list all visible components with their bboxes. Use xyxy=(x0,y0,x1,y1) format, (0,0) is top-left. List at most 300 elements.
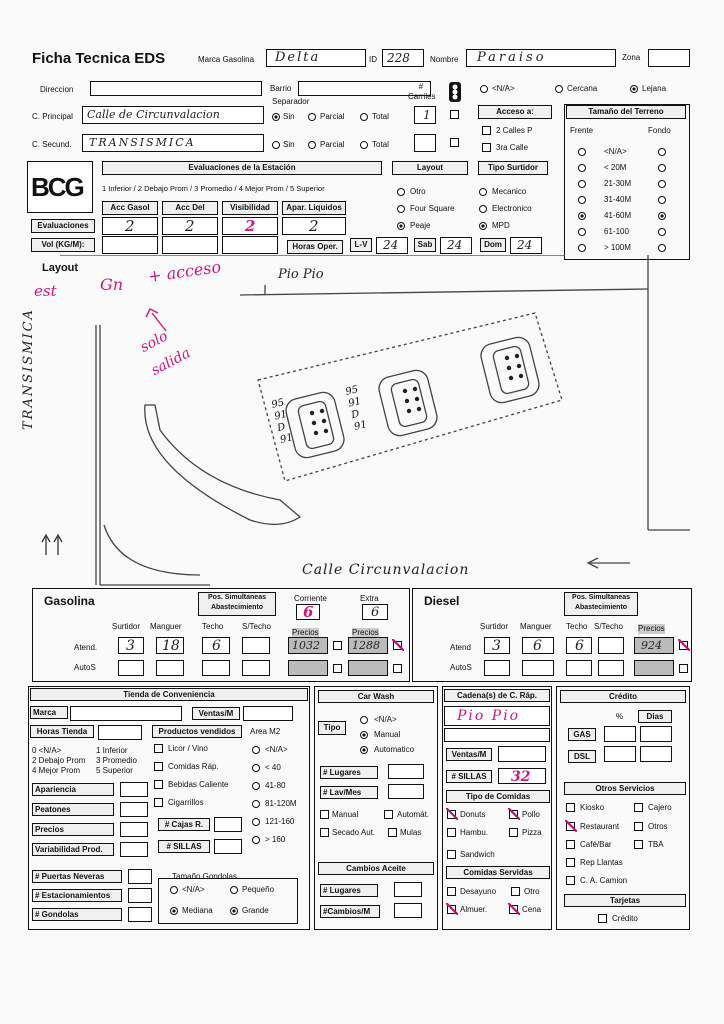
dsl-autos-surtidor[interactable] xyxy=(484,660,510,676)
secund-total-label: Total xyxy=(372,140,389,149)
gas-precio-extra-value: 1288 xyxy=(352,639,380,652)
zona-field[interactable] xyxy=(648,49,690,67)
distancia-na-label: <N/A> xyxy=(492,84,515,93)
desayuno-check[interactable] xyxy=(447,887,456,896)
separador-label: Separador xyxy=(272,97,310,106)
gondola-mediana-radio[interactable] xyxy=(170,907,178,915)
principal-parcial-label: Parcial xyxy=(320,112,345,121)
terreno-size-label: <N/A> xyxy=(604,147,627,156)
surtidor-mecanico-radio[interactable] xyxy=(479,188,487,196)
area-label: 41-80 xyxy=(265,781,286,790)
cadena-field[interactable] xyxy=(444,706,550,726)
cajas-field[interactable] xyxy=(214,817,242,832)
carwash-mulas-check[interactable] xyxy=(388,828,397,837)
area-radio[interactable] xyxy=(252,746,260,754)
eval-acc-del-field[interactable] xyxy=(162,217,218,235)
eval-col-1: Acc Del xyxy=(162,201,218,215)
producto-check[interactable] xyxy=(154,762,163,771)
otro-comida-check[interactable] xyxy=(511,887,520,896)
carwash-automat-check[interactable] xyxy=(384,810,393,819)
producto-check[interactable] xyxy=(154,798,163,807)
secund-value: TRANSISMICA xyxy=(89,136,196,149)
cercana-radio[interactable] xyxy=(555,85,563,93)
tienda-horas-field[interactable] xyxy=(98,725,142,740)
terreno-frente-radio[interactable] xyxy=(578,196,586,204)
principal-total-label: Total xyxy=(372,112,389,121)
eval-col-0: Acc Gasol xyxy=(102,201,158,215)
tienda-eval-field[interactable] xyxy=(120,842,148,857)
gas-col-manguer: Manguer xyxy=(150,622,182,631)
dsl-autos-manguer[interactable] xyxy=(522,660,554,676)
area-radio[interactable] xyxy=(252,836,260,844)
gondola-panel xyxy=(158,878,298,924)
acceso-3ra-label: 3ra Calle xyxy=(496,143,529,152)
extra-field[interactable] xyxy=(362,604,388,620)
donuts-check[interactable] xyxy=(447,810,456,819)
extra-value: 6 xyxy=(371,605,380,620)
eval-visibilidad-value: 2 xyxy=(245,217,256,235)
terreno-size-label: 41-60M xyxy=(604,211,632,220)
carwash-manual-check[interactable] xyxy=(320,810,329,819)
carwash-secado-check[interactable] xyxy=(320,828,329,837)
gas-autos-precio-b[interactable] xyxy=(348,660,388,676)
gas-autos-check-b[interactable] xyxy=(393,664,402,673)
gas-precio-extra[interactable] xyxy=(348,637,388,654)
surtidor-electronico-radio[interactable] xyxy=(479,205,487,213)
carwash-lugares-label: # Lugares xyxy=(320,766,378,779)
surtidor-header: Tipo Surtidor xyxy=(478,161,548,175)
dsl-atend-manguer-value: 6 xyxy=(533,638,542,654)
gondola-pequeno-label: Pequeño xyxy=(242,885,275,894)
dsl-atend-techo[interactable] xyxy=(566,637,592,654)
carwash-header: Car Wash xyxy=(318,690,434,703)
terreno-size-label: 61-100 xyxy=(604,227,629,236)
productos-header: Productos vendidos xyxy=(152,725,242,738)
terreno-fondo-radio[interactable] xyxy=(658,148,666,156)
island2-label-2: D xyxy=(350,408,361,422)
carwash-lugares-field[interactable] xyxy=(388,764,424,779)
credito-dsl-label: DSL xyxy=(568,750,596,763)
gondola-grande-label: Grande xyxy=(242,906,269,915)
direccion-label: Direccion xyxy=(40,85,74,94)
carwash-auto-label: Automatico xyxy=(374,745,415,754)
area-label: 121-160 xyxy=(265,817,295,826)
pollo-label: Pollo xyxy=(522,810,540,819)
credito-header: Crédito xyxy=(560,690,686,703)
street-top: Pio Pio xyxy=(278,267,324,282)
terreno-frente-radio[interactable] xyxy=(578,180,586,188)
bcg-logo xyxy=(27,161,93,213)
gas-precios-label-2: Precios xyxy=(352,628,379,637)
eval-apar-liquidos-value: 2 xyxy=(309,217,319,235)
barrio-label: Barrio xyxy=(270,84,292,93)
cajero-check[interactable] xyxy=(634,803,643,812)
tienda-otro-field[interactable] xyxy=(128,869,152,884)
carwash-na-radio[interactable] xyxy=(360,716,368,724)
pollo-check[interactable] xyxy=(509,810,518,819)
principal-field[interactable] xyxy=(82,106,264,124)
eval-visibilidad-field[interactable] xyxy=(222,217,278,235)
layout-four-label: Four Square xyxy=(410,204,455,213)
gas-precio-corriente[interactable] xyxy=(288,637,328,654)
gas-precios-label-1: Precios xyxy=(292,628,319,637)
acceso-2calles-check[interactable] xyxy=(482,126,491,135)
dsl-precio-check[interactable] xyxy=(679,641,688,650)
pizza-label: Pizza xyxy=(522,828,542,837)
terreno-size-label: 31-40M xyxy=(604,195,632,204)
nombre-field[interactable] xyxy=(466,49,616,67)
scale-3: 3 Promedio xyxy=(96,756,137,765)
terreno-size-label: 21-30M xyxy=(604,179,632,188)
traffic-light-icon xyxy=(446,80,464,104)
carwash-automat-check-label: Automát. xyxy=(397,810,430,819)
area-radio[interactable] xyxy=(252,800,260,808)
principal-check[interactable] xyxy=(450,110,459,119)
sketch-note-gn: Gn xyxy=(100,275,124,294)
secund-check[interactable] xyxy=(450,138,459,147)
eval-scale: 1 Inferior / 2 Debajo Prom / 3 Promedio / 4 Mejor Prom / 5 Superior xyxy=(102,184,325,193)
terreno-fondo-radio[interactable] xyxy=(658,164,666,172)
carwash-manual-label: Manual xyxy=(374,730,401,739)
eval-apar-liquidos-field[interactable] xyxy=(282,217,346,235)
tienda-eval-label: Peatones xyxy=(32,803,114,816)
terreno-frente-radio[interactable] xyxy=(578,212,586,220)
layout-options-header: Layout xyxy=(392,161,468,175)
island1-label-3: 91 xyxy=(279,432,295,446)
acceso-3ra-check[interactable] xyxy=(482,143,491,152)
restaurant-check[interactable] xyxy=(566,822,575,831)
dsl-precio[interactable] xyxy=(634,637,674,654)
tienda-otro-field[interactable] xyxy=(128,907,152,922)
gasolina-title: Gasolina xyxy=(44,594,95,608)
vol-field-c[interactable] xyxy=(222,236,278,254)
secund-label: C. Secund. xyxy=(32,140,72,149)
rep-llantas-check[interactable] xyxy=(566,858,575,867)
tarjeta-credito-check[interactable] xyxy=(598,914,607,923)
gas-precio-corriente-check[interactable] xyxy=(333,641,342,650)
tba-check[interactable] xyxy=(634,840,643,849)
secund-field[interactable] xyxy=(82,134,264,152)
gondola-grande-radio[interactable] xyxy=(230,907,238,915)
sab-label: Sab xyxy=(414,238,436,252)
acceso-header: Acceso a: xyxy=(478,105,552,119)
carwash-secado-label: Secado Aut. xyxy=(332,828,376,837)
dsl-atend-surtidor[interactable] xyxy=(484,637,510,654)
island1-label-1: 91 xyxy=(273,408,289,423)
terreno-fondo-radio[interactable] xyxy=(658,228,666,236)
credito-gas-pct[interactable] xyxy=(604,726,636,742)
tienda-otro-label: # Puertas Neveras xyxy=(32,870,122,883)
evaluaciones-header: Evaluaciones de la Estación xyxy=(102,161,382,175)
acceso-2calles-label: 2 Calles P xyxy=(496,126,533,135)
eval-acc-gasol-field[interactable] xyxy=(102,217,158,235)
camion-label: C. A. Camion xyxy=(580,876,628,885)
marca-field[interactable] xyxy=(266,49,366,67)
gas-atend-techo[interactable] xyxy=(202,637,230,654)
gas-autos-precio-a[interactable] xyxy=(288,660,328,676)
credito-dias-label: Dias xyxy=(638,710,672,723)
dsl-autos-check[interactable] xyxy=(679,664,688,673)
scale-5: 5 Superior xyxy=(96,766,133,775)
secund-parcial-label: Parcial xyxy=(320,140,345,149)
producto-check[interactable] xyxy=(154,744,163,753)
tienda-otro-field[interactable] xyxy=(128,888,152,903)
terreno-fondo-radio[interactable] xyxy=(658,180,666,188)
gas-atend-stecho[interactable] xyxy=(242,637,270,654)
sketch-note-solo: solo xyxy=(137,328,171,356)
tienda-eval-label: Apariencia xyxy=(32,783,114,796)
secund-total-radio[interactable] xyxy=(360,141,368,149)
rep-llantas-label: Rep Llantas xyxy=(580,858,623,867)
tarjetas-header: Tarjetas xyxy=(564,894,686,907)
cafe-bar-check[interactable] xyxy=(566,840,575,849)
dom-value: 24 xyxy=(517,238,533,252)
cadena-ventas-field[interactable] xyxy=(498,746,546,762)
nombre-label: Nombre xyxy=(430,55,459,64)
gas-atend-manguer[interactable] xyxy=(156,637,184,654)
direccion-field[interactable] xyxy=(90,81,262,96)
dsl-atend-techo-value: 6 xyxy=(575,638,584,654)
gas-precio-extra-check[interactable] xyxy=(393,641,402,650)
carriles-label: # Carriles xyxy=(408,82,436,101)
gasolina-pos-label: Pos. Simultaneas Abastecimiento xyxy=(198,592,276,616)
layout-peaje-radio[interactable] xyxy=(397,222,405,230)
gas-autos-stecho[interactable] xyxy=(242,660,270,676)
gondola-pequeno-radio[interactable] xyxy=(230,886,238,894)
area-radio[interactable] xyxy=(252,782,260,790)
dsl-autos-techo[interactable] xyxy=(566,660,592,676)
island1-label-2: D xyxy=(276,421,287,435)
producto-label: Bebidas Caliente xyxy=(168,780,229,789)
terreno-header: Tamaño del Terreno xyxy=(566,105,686,119)
camion-check[interactable] xyxy=(566,876,575,885)
gondola-na-label: <N/A> xyxy=(182,885,205,894)
corriente-field[interactable] xyxy=(296,604,320,620)
credito-gas-dias[interactable] xyxy=(640,726,672,742)
kiosko-label: Kiosko xyxy=(580,803,605,812)
gas-autos-check-a[interactable] xyxy=(333,664,342,673)
gas-col-stecho: S/Techo xyxy=(242,622,271,631)
dom-field[interactable] xyxy=(510,237,542,254)
cafe-bar-label: Café/Bar xyxy=(580,840,612,849)
area-label: 81-120M xyxy=(265,799,297,808)
aceite-header: Cambios Aceite xyxy=(318,862,434,875)
dsl-atend-manguer[interactable] xyxy=(522,637,554,654)
street-bottom: Calle Circunvalacion xyxy=(302,562,470,578)
tarjeta-credito-label: Crédito xyxy=(612,914,638,923)
tienda-marca-label: Marca xyxy=(30,706,68,719)
area-radio[interactable] xyxy=(252,764,260,772)
tienda-marca-field[interactable] xyxy=(70,706,182,721)
scale-2: 2 Debajo Prom xyxy=(32,756,86,765)
gondola-na-radio[interactable] xyxy=(170,886,178,894)
extra-label: Extra xyxy=(360,594,379,603)
credito-gas-label: GAS xyxy=(568,728,596,741)
vol-label: Vol (KG/M): xyxy=(31,238,95,252)
cajero-label: Cajero xyxy=(648,803,672,812)
dsl-precio-value: 924 xyxy=(641,639,662,652)
terreno-fondo-radio[interactable] xyxy=(658,196,666,204)
lejana-radio[interactable] xyxy=(630,85,638,93)
desayuno-label: Desayuno xyxy=(460,887,497,896)
island2-label-3: 91 xyxy=(353,419,369,433)
dom-label: Dom xyxy=(480,238,506,252)
producto-check[interactable] xyxy=(154,780,163,789)
sab-field[interactable] xyxy=(440,237,472,254)
dsl-autos-stecho[interactable] xyxy=(598,660,624,676)
terreno-frente-radio[interactable] xyxy=(578,228,586,236)
dsl-atend-stecho[interactable] xyxy=(598,637,624,654)
almuer-label: Almuer. xyxy=(460,905,488,914)
layout-otro-label: Otro xyxy=(410,187,426,196)
tienda-eval-field[interactable] xyxy=(120,822,148,837)
kiosko-check[interactable] xyxy=(566,803,575,812)
gas-autos-techo[interactable] xyxy=(202,660,230,676)
principal-value: Calle de Circunvalacion xyxy=(87,108,220,121)
terreno-size-label: > 100M xyxy=(604,243,631,252)
principal-total-radio[interactable] xyxy=(360,113,368,121)
tienda-otro-label: # Gondolas xyxy=(32,908,122,921)
pizza-check[interactable] xyxy=(509,828,518,837)
sketch-note-acceso: + acceso xyxy=(146,256,223,287)
gas-atend-manguer-value: 18 xyxy=(162,638,180,654)
principal-sin-radio[interactable] xyxy=(272,113,280,121)
carwash-auto-radio[interactable] xyxy=(360,746,368,754)
terreno-frente-radio[interactable] xyxy=(578,244,586,252)
hambu-check[interactable] xyxy=(447,828,456,837)
dsl-col-surtidor: Surtidor xyxy=(480,622,509,631)
area-label: < 40 xyxy=(265,763,281,772)
dsl-atend-surtidor-value: 3 xyxy=(492,638,501,654)
tienda-ventas-field[interactable] xyxy=(243,706,293,721)
tienda-ventas-label: Ventas/M xyxy=(192,707,240,720)
lejana-label: Lejana xyxy=(642,84,667,93)
tienda-eval-label: Precios xyxy=(32,823,114,836)
cadena-sillas-field[interactable] xyxy=(498,768,546,784)
form-title: Ficha Tecnica EDS xyxy=(32,50,166,67)
terreno-fondo-radio[interactable] xyxy=(658,212,666,220)
lv-field[interactable] xyxy=(376,237,408,254)
tienda-sillas-field[interactable] xyxy=(214,839,242,854)
principal-sin-label: Sin xyxy=(283,112,295,121)
producto-label: Comidas Ráp. xyxy=(168,762,219,771)
vol-field-b[interactable] xyxy=(162,236,218,254)
tienda-eval-field[interactable] xyxy=(120,802,148,817)
sandwich-check[interactable] xyxy=(447,850,456,859)
layout-four-radio[interactable] xyxy=(397,205,405,213)
terreno-frente-radio[interactable] xyxy=(578,148,586,156)
principal-carriles-field[interactable] xyxy=(414,106,436,124)
carwash-lavmes-field[interactable] xyxy=(388,784,424,799)
scale-0: 0 <N/A> xyxy=(32,746,62,755)
area-label: > 160 xyxy=(265,835,286,844)
cadena-field-2[interactable] xyxy=(444,728,550,742)
secund-carriles-field[interactable] xyxy=(414,134,436,152)
tienda-horas-label: Horas Tienda xyxy=(30,725,94,738)
marca-value: Delta xyxy=(275,50,321,65)
gas-autos-surtidor[interactable] xyxy=(118,660,144,676)
diesel-title: Diesel xyxy=(424,594,460,608)
gas-autos-manguer[interactable] xyxy=(156,660,184,676)
gas-atend-label: Atend. xyxy=(74,643,98,652)
gondola-mediana-label: Mediana xyxy=(182,906,213,915)
producto-label: Licor / Vino xyxy=(168,744,208,753)
surtidor-mpd-radio[interactable] xyxy=(479,222,487,230)
island1-label-0: 95 xyxy=(270,397,286,411)
secund-sin-label: Sin xyxy=(283,140,295,149)
terreno-fondo-radio[interactable] xyxy=(658,244,666,252)
sandwich-label: Sandwich xyxy=(460,850,495,859)
terreno-frente-radio[interactable] xyxy=(578,164,586,172)
cadena-sillas-value: 32 xyxy=(511,769,531,785)
diesel-pos-label: Pos. Simultaneas Abastecimiento xyxy=(564,592,638,616)
surtidor-mpd-label: MPD xyxy=(492,221,510,230)
gas-atend-surtidor[interactable] xyxy=(118,637,144,654)
lv-value: 24 xyxy=(383,238,399,252)
tba-label: TBA xyxy=(648,840,664,849)
layout-peaje-label: Peaje xyxy=(410,221,431,230)
distancia-na-radio[interactable] xyxy=(480,85,488,93)
gas-autos-label: AutoS xyxy=(74,663,96,672)
area-radio[interactable] xyxy=(252,818,260,826)
almuer-check[interactable] xyxy=(447,905,456,914)
lv-label: L-V xyxy=(350,238,372,252)
secund-sin-radio[interactable] xyxy=(272,141,280,149)
carwash-manual-radio[interactable] xyxy=(360,731,368,739)
sab-value: 24 xyxy=(447,238,463,252)
layout-title: Layout xyxy=(42,262,79,274)
principal-parcial-radio[interactable] xyxy=(308,113,316,121)
dsl-col-stecho: S/Techo xyxy=(594,622,623,631)
otros-servicios-label: Otros xyxy=(648,822,668,831)
hambu-label: Hambu. xyxy=(460,828,489,837)
corriente-label: Corriente xyxy=(294,594,327,603)
aceite-lugares-label: # Lugares xyxy=(320,884,378,897)
aceite-cambios-field[interactable] xyxy=(394,903,422,918)
id-value: 228 xyxy=(387,51,410,65)
scale-1: 1 Inferior xyxy=(96,746,128,755)
tienda-eval-field[interactable] xyxy=(120,782,148,797)
dsl-atend-label: Atend xyxy=(450,643,471,652)
surtidor-mecanico-label: Mecanico xyxy=(492,187,527,196)
id-label: ID xyxy=(369,55,377,64)
otros-servicios-check[interactable] xyxy=(634,822,643,831)
producto-label: Cigarrillos xyxy=(168,798,204,807)
aceite-lugares-field[interactable] xyxy=(394,882,422,897)
principal-carriles-value: 1 xyxy=(423,108,431,122)
evaluaciones-row-label: Evaluaciones xyxy=(31,219,95,233)
fondo-label: Fondo xyxy=(648,126,671,135)
nombre-value: Paraiso xyxy=(477,50,547,65)
otros-servicios-header: Otros Servicios xyxy=(564,782,686,795)
dsl-autos-precio[interactable] xyxy=(634,660,674,676)
credito-dsl-pct[interactable] xyxy=(604,746,636,762)
cena-check[interactable] xyxy=(509,905,518,914)
credito-dsl-dias[interactable] xyxy=(640,746,672,762)
carwash-na-label: <N/A> xyxy=(374,715,397,724)
frente-label: Frente xyxy=(570,126,594,135)
id-field[interactable] xyxy=(382,49,424,67)
vol-field-a[interactable] xyxy=(102,236,158,254)
secund-parcial-radio[interactable] xyxy=(308,141,316,149)
carwash-tipo-label: Tipo xyxy=(318,721,346,735)
island2-label-1: 91 xyxy=(347,395,363,410)
gas-precio-corriente-value: 1032 xyxy=(292,639,320,652)
bcg-logo-text: BCG xyxy=(31,172,83,202)
layout-otro-radio[interactable] xyxy=(397,188,405,196)
island2-label-0: 95 xyxy=(344,384,360,398)
otro-comida-label: Otro xyxy=(524,887,540,896)
